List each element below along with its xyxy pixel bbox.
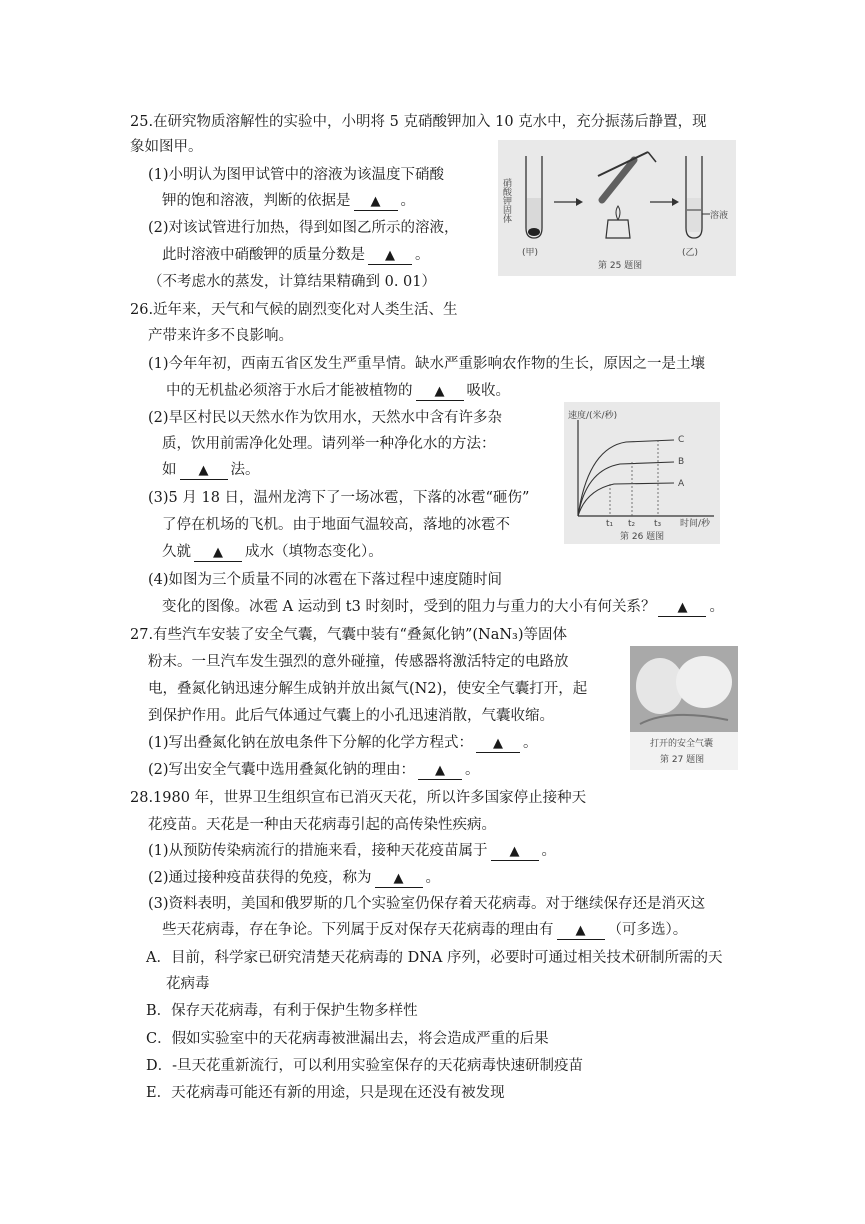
- figure-caption-27a: 打开的安全气囊: [650, 739, 714, 749]
- q25-part1-line-1: (1)小明认为图甲试管中的溶液为该温度下硝酸: [148, 167, 445, 183]
- series-label-c: C: [678, 435, 685, 445]
- curve-b: [578, 462, 674, 516]
- alcohol-lamp: [606, 220, 630, 238]
- q28-line-2: 花疫苗。天花是一种由天花病毒引起的高传染性疾病。: [148, 817, 496, 833]
- q26-part1-line-1: (1)今年年初，西南五省区发生严重旱情。缺水严重影响农作物的生长，原因之一是土壤: [148, 356, 706, 372]
- curve-c: [578, 440, 674, 516]
- figure-q25: [498, 140, 736, 276]
- figure-caption-27b: 第 27 题图: [660, 755, 705, 765]
- option-a-line-2: 花病毒: [166, 976, 210, 992]
- tick-t3: t₃: [654, 519, 662, 529]
- option-e: E．天花病毒可能还有新的用途，只是现在还没有被发现: [146, 1085, 505, 1101]
- y-axis-label: 速度/(米/秒): [568, 411, 618, 421]
- q27-part1: (1)写出叠氮化钠在放电条件下分解的化学方程式： ▲ 。: [148, 735, 538, 751]
- label-jia: (甲): [522, 248, 539, 258]
- answer-blank[interactable]: ▲: [658, 599, 706, 617]
- q28-line-1: 28.1980 年，世界卫生组织宣布已消灭天花，所以许多国家停止接种天: [130, 790, 587, 806]
- q26-part2-line-1: (2)旱区村民以天然水作为饮用水，天然水中含有许多杂: [148, 410, 503, 426]
- q26-part3-line-1: (3)5 月 18 日，温州龙湾下了一场冰雹，下落的冰雹“砸伤”: [148, 490, 530, 506]
- option-a-line-1: A．目前，科学家已研究清楚天花病毒的 DNA 序列，必要时可通过相关技术研制所需的天: [146, 950, 723, 966]
- answer-blank[interactable]: ▲: [194, 544, 242, 562]
- answer-blank[interactable]: ▲: [491, 843, 539, 861]
- q28-part2: (2)通过接种疫苗获得的免疫，称为 ▲ 。: [148, 870, 441, 886]
- q27-part2: (2)写出安全气囊中选用叠氮化钠的理由： ▲ 。: [148, 762, 480, 778]
- q26-part2-line-2: 质，饮用前需净化处理。请列举一种净化水的方法：: [162, 436, 496, 452]
- answer-blank[interactable]: ▲: [180, 462, 228, 480]
- q27-line-4: 到保护作用。此后气体通过气囊上的小孔迅速消散，气囊收缩。: [148, 708, 554, 724]
- q26-line-1: 26.近年来，天气和气候的剧烈变化对人类生活、生: [130, 302, 458, 318]
- q26-part3-line-2: 了停在机场的飞机。由于地面气温较高，落地的冰雹不: [162, 517, 510, 533]
- answer-blank[interactable]: ▲: [557, 922, 605, 940]
- q25-line-1: 25.在研究物质溶解性的实验中，小明将 5 克硝酸钾加入 10 克水中，充分振荡后静置，现: [130, 114, 707, 130]
- q26-line-2: 产带来许多不良影响。: [148, 328, 293, 344]
- q28-part1: (1)从预防传染病流行的措施来看，接种天花疫苗属于 ▲ 。: [148, 843, 557, 859]
- series-label-b: B: [678, 457, 685, 467]
- solid-sediment: [528, 228, 540, 236]
- answer-blank[interactable]: ▲: [375, 870, 423, 888]
- q28-part3-line-1: (3)资料表明，美国和俄罗斯的几个实验室仍保存着天花病毒。对于继续保存还是消灭这: [148, 896, 706, 912]
- curve-a: [578, 483, 674, 516]
- option-c: C．假如实验室中的天花病毒被泄漏出去，将会造成严重的后果: [146, 1031, 549, 1047]
- figure-caption-25: 第 25 题图: [598, 261, 643, 271]
- answer-blank[interactable]: ▲: [416, 383, 464, 401]
- figure-q27-airbag-photo: [630, 646, 738, 770]
- q27-line-2: 粉末。一旦汽车发生强烈的意外碰撞，传感器将激活特定的电路放: [148, 654, 569, 670]
- q26-part4-line-1: (4)如图为三个质量不同的冰雹在下落过程中速度随时间: [148, 572, 503, 588]
- series-label-a: A: [678, 479, 685, 489]
- tick-t1: t₁: [606, 519, 614, 529]
- q25-part2-line-1: (2)对该试管进行加热，得到如图乙所示的溶液，: [148, 220, 459, 236]
- q25-note: （不考虑水的蒸发，计算结果精确到 0. 01）: [148, 274, 437, 290]
- option-b: B．保存天花病毒，有利于保护生物多样性: [146, 1003, 418, 1019]
- q27-line-3: 电，叠氮化钠迅速分解生成钠并放出氮气(N2)，使安全气囊打开，起: [148, 681, 588, 697]
- q27-line-1: 27.有些汽车安装了安全气囊，气囊中装有“叠氮化钠”(NaN₃)等固体: [130, 627, 568, 643]
- q26-part2-line-3: 如 ▲ 法。: [162, 462, 260, 478]
- q25-part2-line-2: 此时溶液中硝酸钾的质量分数是 ▲ 。: [162, 247, 430, 263]
- tick-t2: t₂: [628, 519, 636, 529]
- x-axis-label: 时间/秒: [680, 519, 711, 529]
- answer-blank[interactable]: ▲: [418, 762, 462, 780]
- q25-part1-line-2: 钾的饱和溶液，判断的依据是 ▲ 。: [162, 193, 415, 209]
- q26-part3-line-3: 久就 ▲ 成水（填物态变化）。: [162, 544, 383, 560]
- q26-part4-line-2: 变化的图像。冰雹 A 运动到 t3 时刻时，受到的阻力与重力的大小有何关系？ ▲ 。: [162, 599, 724, 615]
- figure-caption-26: 第 26 题图: [620, 532, 665, 542]
- label-solution: 溶液: [710, 211, 729, 221]
- q28-part3-line-2: 些天花病毒，存在争论。下列属于反对保存天花病毒的理由有 ▲ （可多选）。: [162, 922, 688, 938]
- answer-blank[interactable]: ▲: [354, 193, 398, 211]
- label-potassium-nitrate: 硝酸钾固体: [501, 178, 511, 223]
- option-d: D．-旦天花重新流行，可以利用实验室保存的天花病毒快速研制疫苗: [146, 1058, 584, 1074]
- answer-blank[interactable]: ▲: [368, 247, 412, 265]
- q25-line-2: 象如图甲。: [130, 139, 203, 155]
- figure-q26-speed-time-graph: [564, 402, 720, 544]
- label-yi: (乙): [682, 248, 699, 258]
- airbag-right: [676, 656, 732, 708]
- q26-part1-line-2: 中的无机盐必须溶于水后才能被植物的 ▲ 吸收。: [166, 383, 510, 399]
- answer-blank[interactable]: ▲: [476, 735, 520, 753]
